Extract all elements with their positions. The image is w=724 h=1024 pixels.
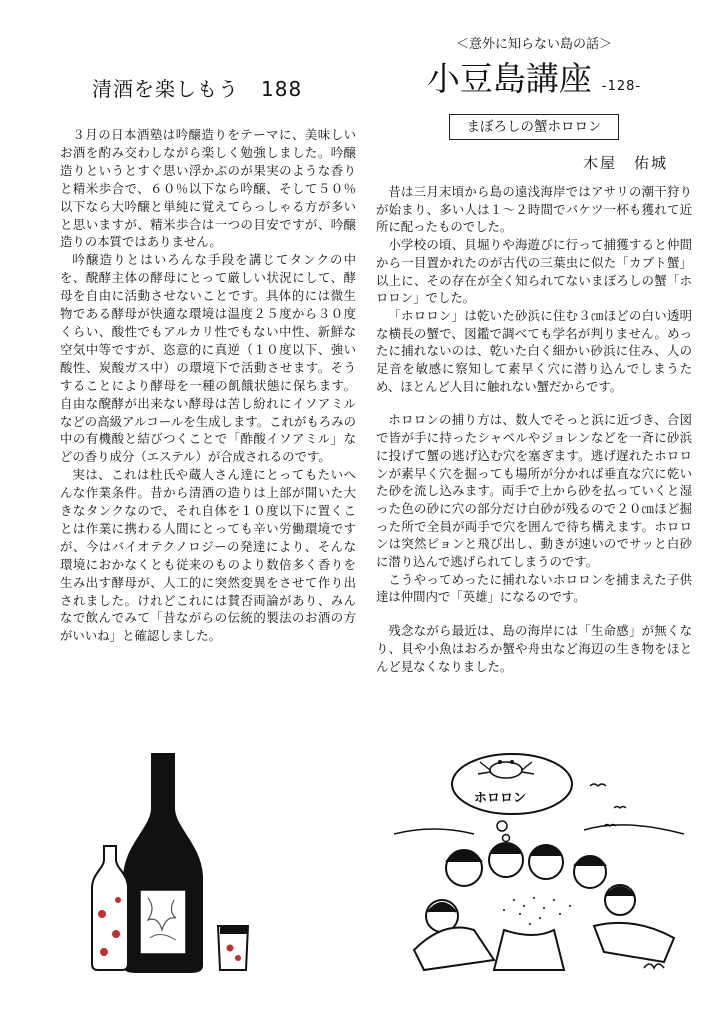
small-bottle-icon — [92, 846, 128, 970]
left-paragraph-3: 実は、これは杜氏や蔵人さん達にとってもたいへんな作業条件。昔から清酒の造りは上部が開いた大きなタンクなので、それ自体を１０度以下に置くことは作業に携わる人間にとっても辛い労働環境ですが、今はバイオテクノロジーの発達により、そんな環境におかなくとも従来のものより数倍多く香りを生み出す酵母が、人工的に突然変異をさせて作り出されました。けれどこれには賛否両論があり、みんなで飲んでみて「昔ながらの伝統的製法のお酒の方がいいね」と確認しました。 — [60, 467, 356, 644]
right-kicker: ＜意外に知らない島の話＞ — [455, 37, 612, 52]
right-paragraph-3: 「ホロロン」は乾いた砂浜に住む３㎝ほどの白い透明な横長の蟹で、図鑑で調べても学名が判りません。めったに捕れないのは、乾いた白く細かい砂浜に住み、人の足音を敏感に察知して素早く穴に潜り込んでしまうため、ほとんど人目に触れない蟹だからです。 — [376, 307, 692, 394]
left-paragraph-2: 吟醸造りとはいろんな手段を講じてタンクの中を、醗酵主体の酵母にとって厳しい状況にして、酵母を自由に活動させないことです。具体的には微生物である酵母が快適な環境は温度２５度から３０度くらい、酸性でもアルカリ性でもない中性、新鮮な空気中等ですが、恣意的に真逆（１０度以下、強い酸性、炭酸ガス中）の環境下で活動させます。そうすることにより酵母を一種の飢餓状態に保ちます。自由な醗酵が出来ない酵母は苦し紛れにイソアミルなどの高級アルコールを生成します。これがもろみの中の有機酸と結びつくことで「酢酸イソアミル」などの香り成分（エステル）が合成されるのです。 — [60, 252, 356, 465]
left-article — [60, 74, 356, 645]
sand-dots — [503, 897, 571, 925]
artist-signature-icon — [644, 964, 664, 968]
right-paragraph-6: 残念ながら最近は、島の海岸には「生命感」が無くなり、貝や小魚はおろか蟹や舟虫など海辺の生き物をほとんど見なくなりました。 — [376, 623, 692, 674]
left-issue-number: 188 — [261, 77, 303, 101]
right-article-body — [376, 183, 692, 675]
sake-bottles-illustration — [90, 748, 270, 974]
right-paragraph-1: 昔は三月末頃から島の遠浅海岸ではアサリの潮干狩りが始まり、多い人は１～２時間でバケツ一杯も獲れて近所に配ったものでした。 — [376, 184, 692, 235]
left-article-title — [92, 74, 356, 108]
right-paragraph-2: 小学校の頃、貝堀りや海遊びに行って捕獲すると仲間から一目置かれたのが古代の三葉虫に似た「カブト蟹」以上に、その存在が全く知られてないまぼろしの蟹「ホロロン」でした。 — [376, 237, 692, 306]
right-paragraph-5: こうやってめったに捕れないホロロンを捕まえた子供達は仲間内で「英雄」になるのです。 — [376, 571, 692, 605]
right-series-number: -128- — [601, 79, 642, 94]
large-bottle-label — [140, 890, 186, 954]
right-paragraph-4: ホロロンの捕り方は、数人でそっと浜に近づき、合図で皆が手に持ったシャベルやジョレンなどを一斉に砂浜に投げて蟹の逃げ込む穴を塞ぎます。逃げ遅れたホロロンが素早く穴を掘っても場所が分かれば垂直な穴に乾いた砂を流し込みます。両手で上から砂を払っていくと湿った色の砂に穴の部分だけ白砂が残るので２０㎝ほど掘った所で全員が両手で穴を囲んで待ち構えます。ホロロンは突然ピョンと飛び出し、動きが速いのでサッと白砂に潜り込んで逃げられてしまうのです。 — [376, 412, 692, 570]
children-group — [414, 843, 674, 970]
right-subtitle-box: まぼろしの蟹ホロロン — [449, 114, 619, 140]
left-paragraph-1: ３月の日本酒塾は吟醸造りをテーマに、美味しいお酒を酌み交わしながら楽しく勉強しました。吟醸造りというとすぐ思い浮かぶのが果実のような香りと精米歩合で、６０％以下なら吟醸、そして５０％以下なら大吟醸と単純に覚えてらっしゃる方が多いと思いますが、精米歩合は一つの目安ですが、吟醸造りの本質ではありません。 — [60, 127, 356, 250]
illustration-label: ホロロン — [474, 791, 527, 806]
crab-hunt-illustration — [394, 750, 694, 986]
left-title-text: 清酒を楽しもう — [92, 77, 239, 101]
right-article — [376, 36, 692, 675]
right-author: 木屋 佑城 — [582, 154, 668, 172]
right-article-title — [376, 58, 692, 104]
left-article-body — [60, 126, 356, 645]
right-title-text: 小豆島講座 — [426, 59, 592, 98]
